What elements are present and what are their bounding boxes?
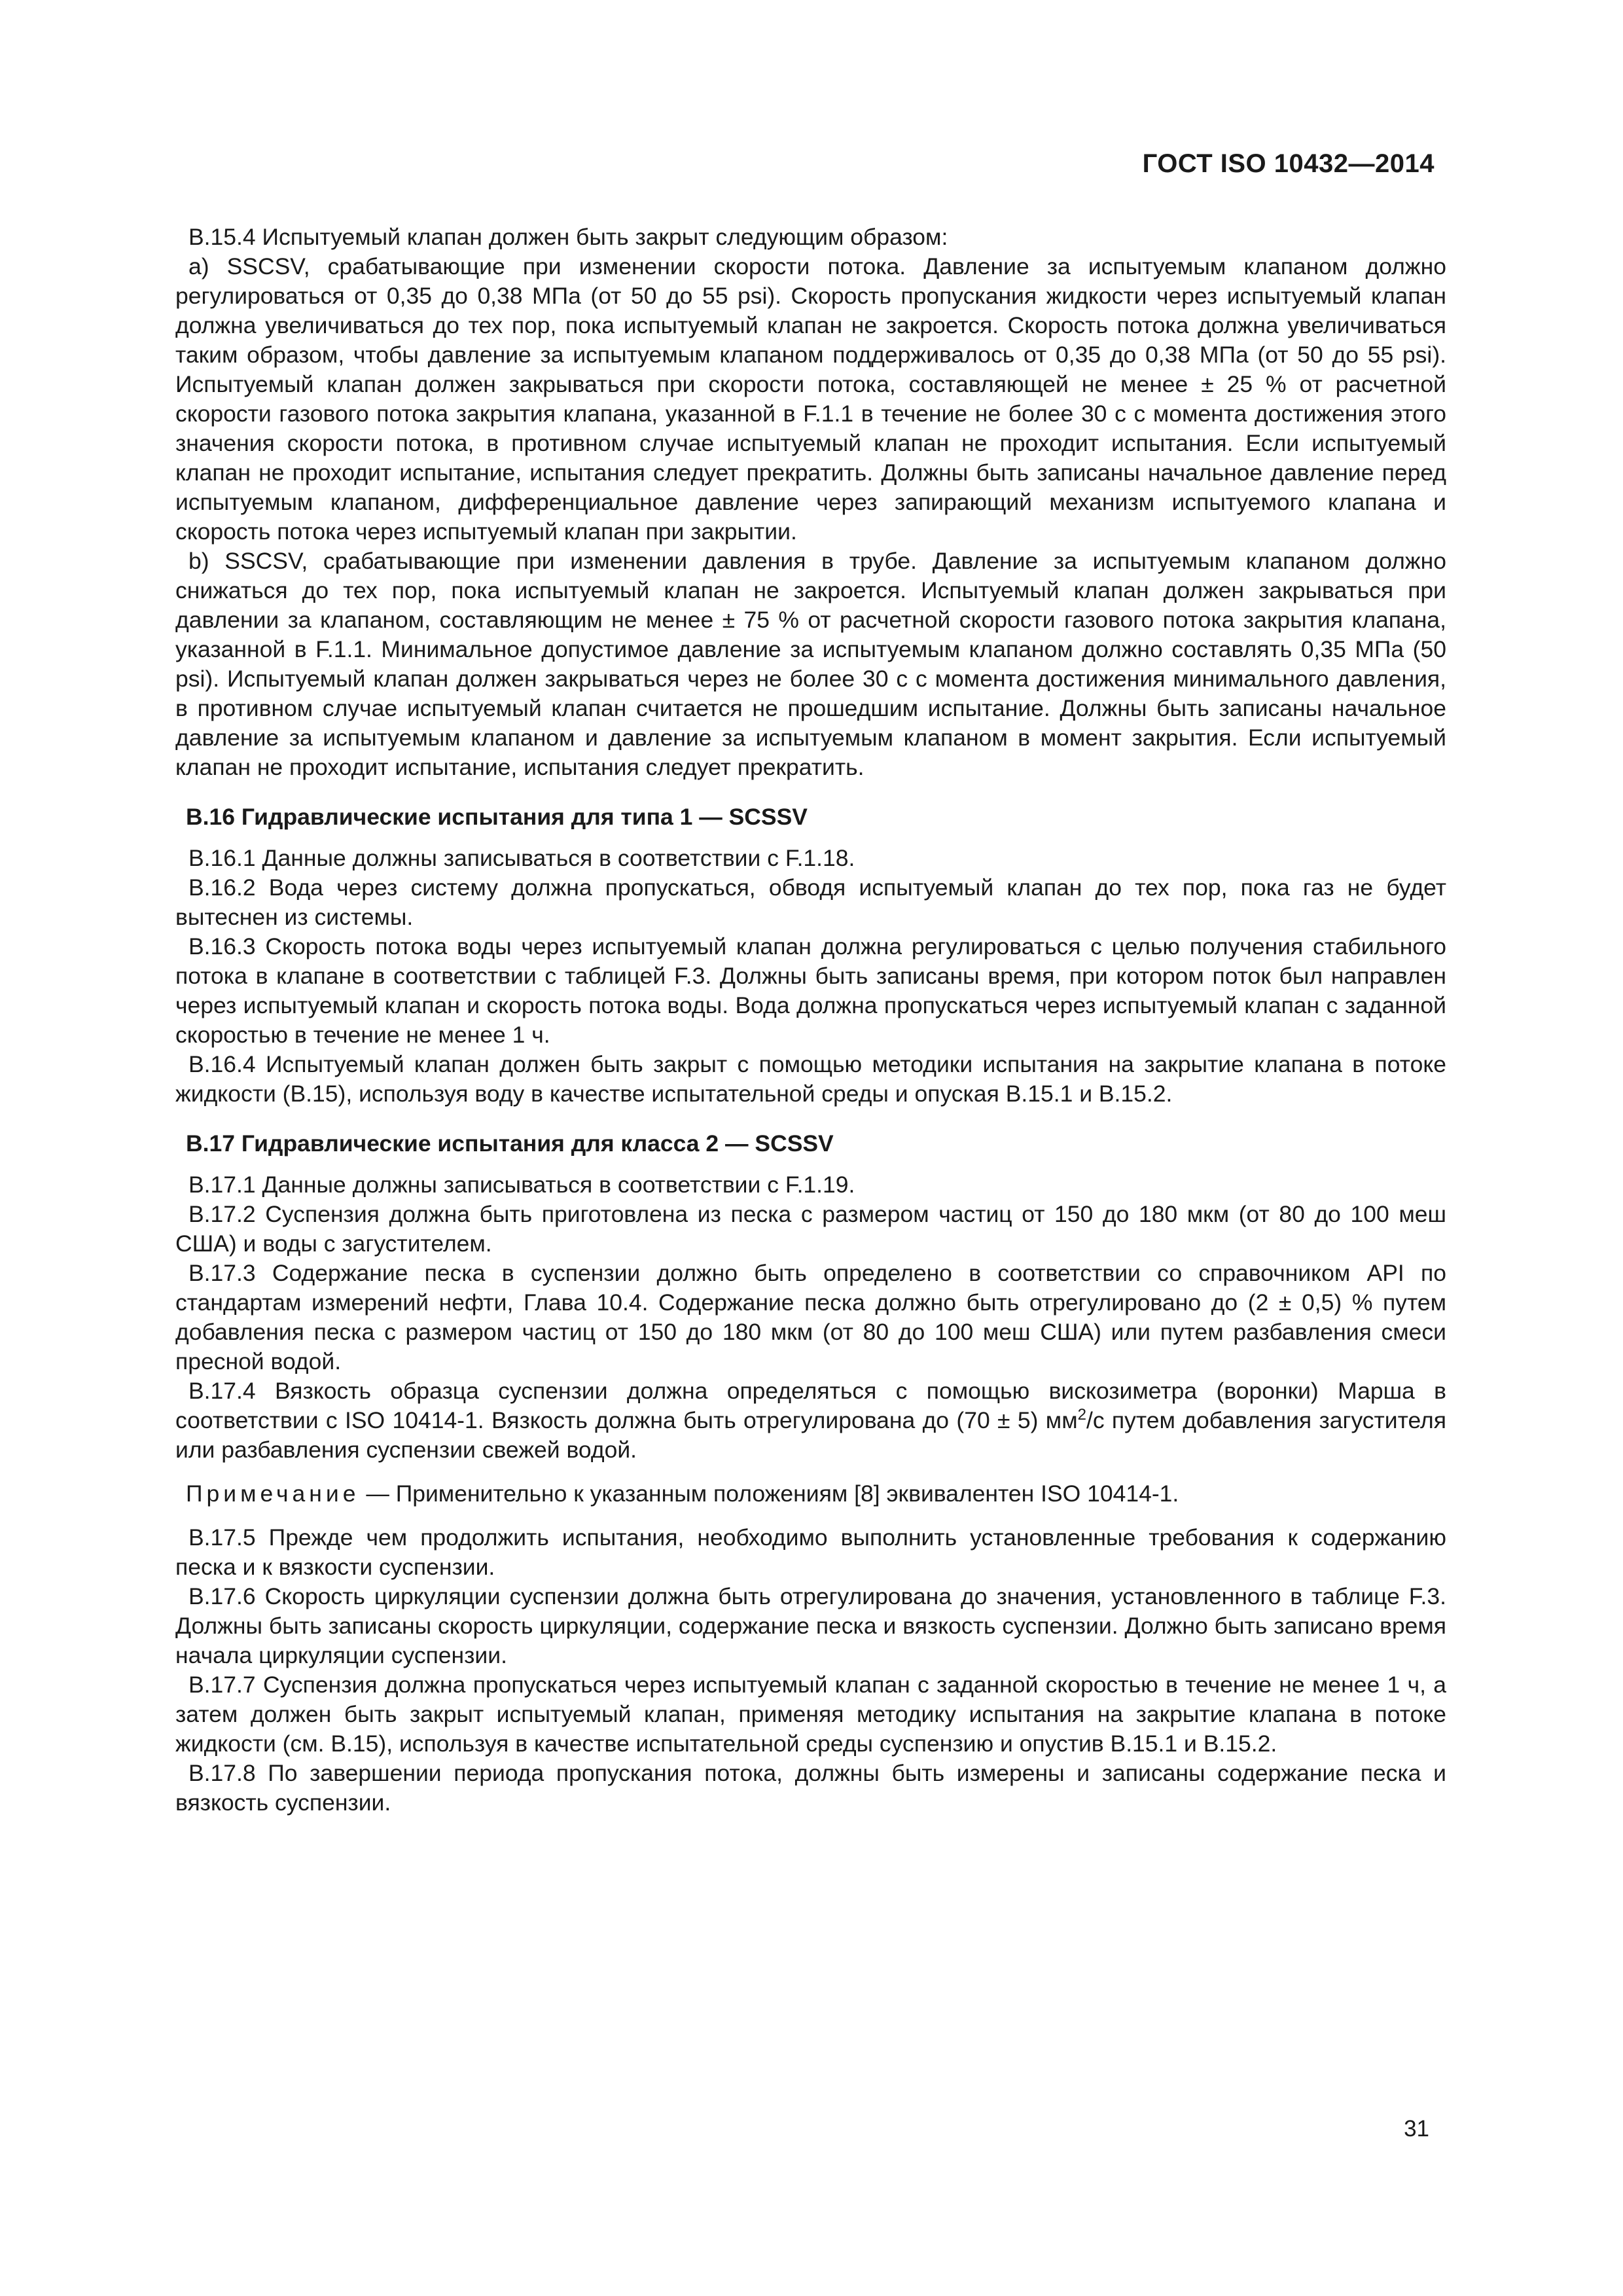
page-header-standard-id: ГОСТ ISO 10432—2014 bbox=[1142, 149, 1435, 178]
paragraph-b17-5: В.17.5 Прежде чем продолжить испытания, необходимо выполнить установленные требования к содержанию песка и к вязкости суспензии. bbox=[175, 1524, 1446, 1580]
paragraph-b16-2: В.16.2 Вода через систему должна пропускаться, обводя испытуемый клапан до тех пор, пока газ не будет вытеснен из системы. bbox=[175, 874, 1446, 930]
paragraph-b17-3: В.17.3 Содержание песка в суспензии должно быть определено в соответствии со справочником API по стандартам измерений нефти, Глава 10.4. Содержание песка должно быть отрегулировано до (2 ± 0,5) % путем добавления песка с размером частиц от 150 до 180 мкм (от 80 до 100 меш США) или путем разбавления смеси пресной водой. bbox=[175, 1260, 1446, 1374]
paragraph-b15-4: В.15.4 Испытуемый клапан должен быть закрыт следующим образом: bbox=[188, 224, 948, 250]
note bbox=[175, 1479, 1446, 1509]
paragraph-b17-4-text: В.17.4 Вязкость образца суспензии должна определяться с помощью вискозиметра (воронки) Марша в соответствии с ISO 10414-1. Вязкость должна быть отрегулирована до (70 ± 5) мм bbox=[175, 1378, 1446, 1433]
section-title-b17: В.17 Гидравлические испытания для класса 2 — SCSSV bbox=[186, 1130, 834, 1157]
paragraph-b16-1: В.16.1 Данные должны записываться в соответствии с F.1.18. bbox=[188, 845, 855, 871]
paragraph-b17-7: В.17.7 Суспензия должна пропускаться через испытуемый клапан с заданной скоростью в течение не менее 1 ч, а затем должен быть закрыт испытуемый клапан, применяя методику испытания на закрытие клапана в потоке жидкости (см. В.15), используя в качестве испытательной среды суспензию и опустив В.15.1 и В.15.2. bbox=[175, 1672, 1446, 1757]
note-text: — Применительно к указанным положениям [8] эквивалентен ISO 10414-1. bbox=[359, 1480, 1179, 1507]
section-title-b16: В.16 Гидравлические испытания для типа 1 — SCSSV bbox=[186, 804, 808, 830]
superscript-2: 2 bbox=[1077, 1406, 1086, 1424]
paragraph-b15-4-a: а) SSCSV, срабатывающие при изменении скорости потока. Давление за испытуемым клапаном должно регулироваться от 0,35 до 0,38 МПа (от 50 до 55 psi). Скорость пропускания жидкости через испытуемый клапан должна увеличиваться до тех пор, пока испытуемый клапан не закроется. Скорость потока должна увеличиваться таким образом, чтобы давление за испытуемым клапаном поддерживалось от 0,35 до 0,38 МПа (от 50 до 55 psi). Испытуемый клапан должен закрываться при скорости потока, составляющей не менее ± 25 % от расчетной скорости газового потока закрытия клапана, указанной в F.1.1 в течение не более 30 с с момента достижения этого значения скорости потока, в противном случае испытуемый клапан не проходит испытания. Если испытуемый клапан не проходит испытание, испытания следует прекратить. Должны быть записаны начальное давление перед испытуемым клапаном, дифференциальное давление через запирающий механизм испытуемого клапана и скорость потока через испытуемый клапан при закрытии. bbox=[175, 253, 1446, 545]
paragraph-b17-2: В.17.2 Суспензия должна быть приготовлена из песка с размером частиц от 150 до 180 мкм (от 80 до 100 меш США) и воды с загустителем. bbox=[175, 1201, 1446, 1257]
document-body bbox=[175, 223, 1446, 1818]
paragraph-b16-4: В.16.4 Испытуемый клапан должен быть закрыт с помощью методики испытания на закрытие клапана в потоке жидкости (В.15), используя воду в качестве испытательной среды и опуская В.15.1 и В.15.2. bbox=[175, 1051, 1446, 1107]
paragraph-b17-4-text-end: /с путем добавления загустителя или разбавления суспензии свежей водой. bbox=[175, 1407, 1446, 1463]
paragraph-b17-4 bbox=[175, 1376, 1446, 1465]
paragraph-b17-6: В.17.6 Скорость циркуляции суспензии должна быть отрегулирована до значения, установленного в таблице F.3. Должны быть записаны скорость циркуляции, содержание песка и вязкость суспензии. Должно быть записано время начала циркуляции суспензии. bbox=[175, 1583, 1446, 1668]
paragraph-b17-1: В.17.1 Данные должны записываться в соответствии с F.1.19. bbox=[188, 1172, 855, 1198]
paragraph-b15-4-b: b) SSCSV, срабатывающие при изменении давления в трубе. Давление за испытуемым клапаном должно снижаться до тех пор, пока испытуемый клапан не закроется. Испытуемый клапан должен закрываться при давлении за клапаном, составляющим не менее ± 75 % от расчетной скорости газового потока закрытия клапана, указанной в F.1.1. Минимальное допустимое давление за испытуемым клапаном должно составлять 0,35 МПа (50 psi). Испытуемый клапан должен закрываться через не более 30 с с момента достижения минимального давления, в противном случае испытуемый клапан считается не прошедшим испытание. Должны быть записаны начальное давление за испытуемым клапаном и давление за испытуемым клапаном в момент закрытия. Если испытуемый клапан не проходит испытание, испытания следует прекратить. bbox=[175, 548, 1446, 780]
note-label: Примечание bbox=[186, 1480, 360, 1507]
page-number: 31 bbox=[1404, 2116, 1429, 2142]
paragraph-b16-3: В.16.3 Скорость потока воды через испытуемый клапан должна регулироваться с целью получения стабильного потока в клапане в соответствии с таблицей F.3. Должны быть записаны время, при котором поток был направлен через испытуемый клапан и скорость потока воды. Вода должна пропускаться через испытуемый клапан с заданной скоростью в течение не менее 1 ч. bbox=[175, 933, 1446, 1048]
paragraph-b17-8: В.17.8 По завершении периода пропускания потока, должны быть измерены и записаны содержание песка и вязкость суспензии. bbox=[175, 1760, 1446, 1816]
